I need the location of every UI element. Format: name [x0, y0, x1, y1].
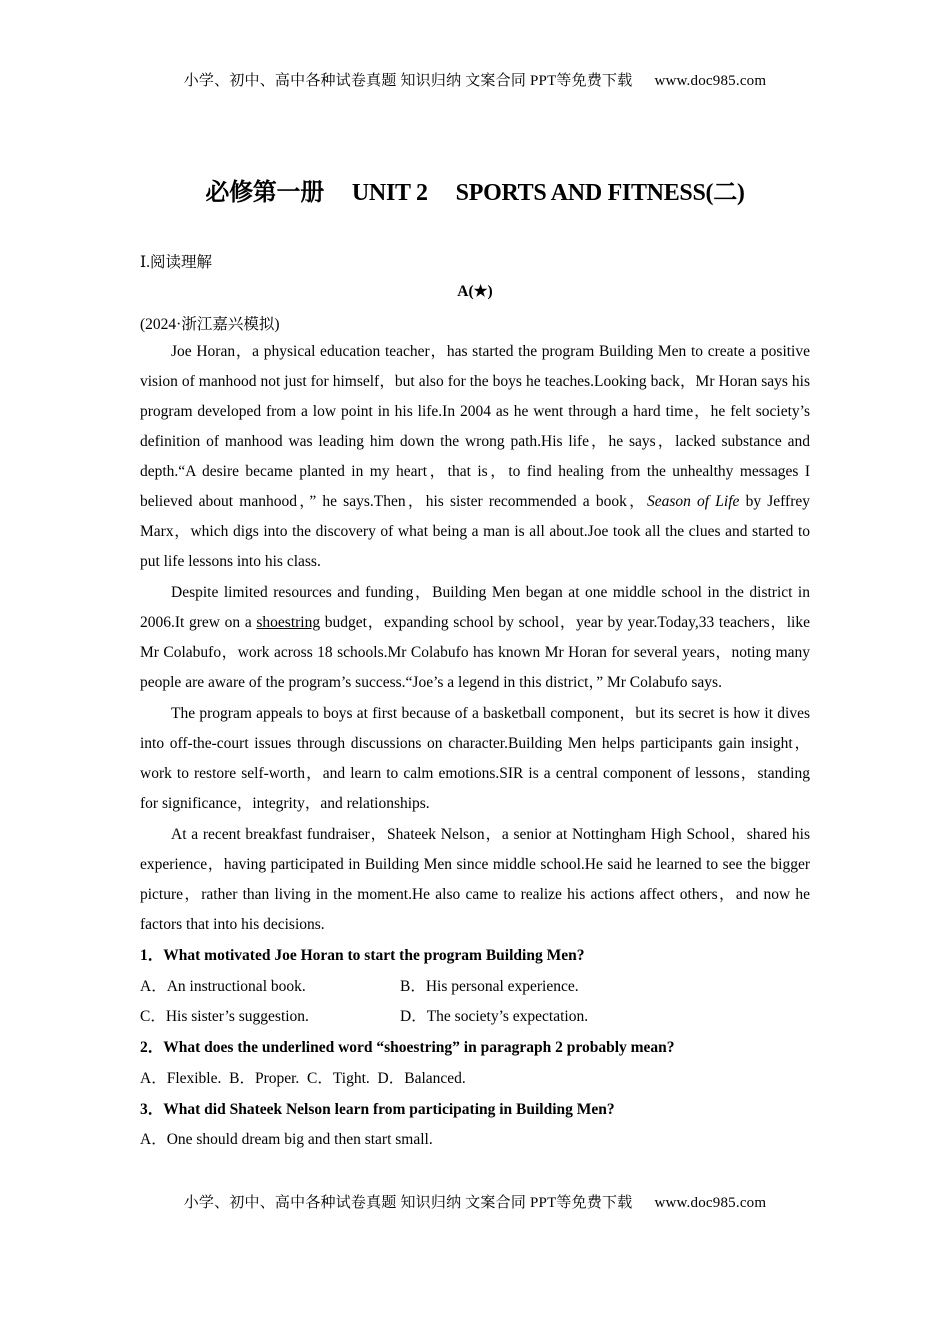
footer-url[interactable]: www.doc985.com: [654, 1195, 767, 1211]
question-1-options-row-1: [140, 972, 810, 1003]
page-title: [0, 172, 950, 207]
paragraph-2: [140, 578, 810, 698]
section-heading: Ⅰ.阅读理解: [140, 254, 212, 271]
questions: [140, 941, 810, 1156]
option-d: D．The society’s expectation.: [400, 1008, 589, 1026]
paragraph-text: budget，expanding school by school，year by year.Today,33 teachers，like Mr Colabufo，work across 18 schools.Mr Colabufo has known Mr Horan for several years，noting many people are aware of the program’s success.“Joe’s a legend in this district，” Mr Colabufo says.: [140, 614, 810, 691]
document-body: [140, 337, 810, 1156]
question-2: 2．What does the underlined word “shoestring” in paragraph 2 probably mean?: [140, 1039, 675, 1057]
paragraph-1: [140, 337, 810, 577]
paragraph-4: [140, 820, 810, 940]
page-header: [0, 69, 950, 90]
footer-text: 小学、初中、高中各种试卷真题 知识归纳 文案合同 PPT等免费下载: [183, 1195, 633, 1211]
option-a: A．An instructional book.: [140, 977, 306, 995]
question-2-options: A．Flexible. B．Proper. C．Tight. D．Balanced.: [140, 1069, 466, 1087]
option-c: C．His sister’s suggestion.: [140, 1008, 309, 1026]
header-text: 小学、初中、高中各种试卷真题 知识归纳 文案合同 PPT等免费下载: [183, 73, 633, 89]
question-1: 1．What motivated Joe Horan to start the program Building Men?: [140, 947, 585, 964]
passage-label: A(★): [457, 283, 493, 300]
paragraph-text: The program appeals to boys at first because of a basketball component，but its secret is how it dives into off-the-court issues through discussions on character.Building Men helps participants gain insight，work to restore self-worth，and learn to calm emotions.SIR is a central component of lessons，standing for significance，integrity，and relationships.: [140, 705, 810, 812]
title-unit: UNIT 2: [351, 180, 428, 206]
book-title: Season of Life: [646, 493, 740, 510]
question-3-option-a: A．One should dream big and then start small.: [140, 1131, 433, 1149]
page-footer: [0, 1191, 950, 1212]
question-1-options-row-2: [140, 1002, 810, 1033]
paragraph-text: Despite limited resources and funding，Building Men began at one middle school in the district in 2006.It grew on a: [140, 584, 810, 631]
question-3: 3．What did Shateek Nelson learn from participating in Building Men?: [140, 1100, 615, 1118]
title-cn: 必修第一册: [205, 180, 324, 206]
underlined-word: shoestring: [256, 614, 321, 631]
paragraph-text: At a recent breakfast fundraiser，Shateek Nelson，a senior at Nottingham High School，shared his experience，having participated in Building Men since middle school.He said he learned to see the bigger picture，rather than living in the moment.He also came to realize his actions affect others，and now he factors that into his decisions.: [140, 826, 810, 933]
paragraph-3: [140, 699, 810, 819]
title-name: SPORTS AND FITNESS(二): [455, 180, 745, 206]
option-b: B．His personal experience.: [400, 977, 579, 995]
paragraph-text: Joe Horan，a physical education teacher，has started the program Building Men to create a positive vision of manhood not just for himself，but also for the boys he teaches.Looking back，Mr Horan says his program developed from a low point in his life.In 2004 as he went through a hard time，he felt society’s definition of manhood was leading him down the wrong path.His life，he says，lacked substance and depth.“A desire became planted in my heart，that is，to find healing from the unhealthy messages I believed about manhood，” he says.Then，his sister recommended a book，: [140, 343, 810, 510]
paragraph-text: by Jeffrey Marx，which digs into the discovery of what being a man is all about.Joe took all the clues and started to put life lessons into his class.: [140, 493, 810, 570]
header-url[interactable]: www.doc985.com: [654, 73, 767, 89]
source-note: (2024·浙江嘉兴模拟): [140, 316, 280, 333]
